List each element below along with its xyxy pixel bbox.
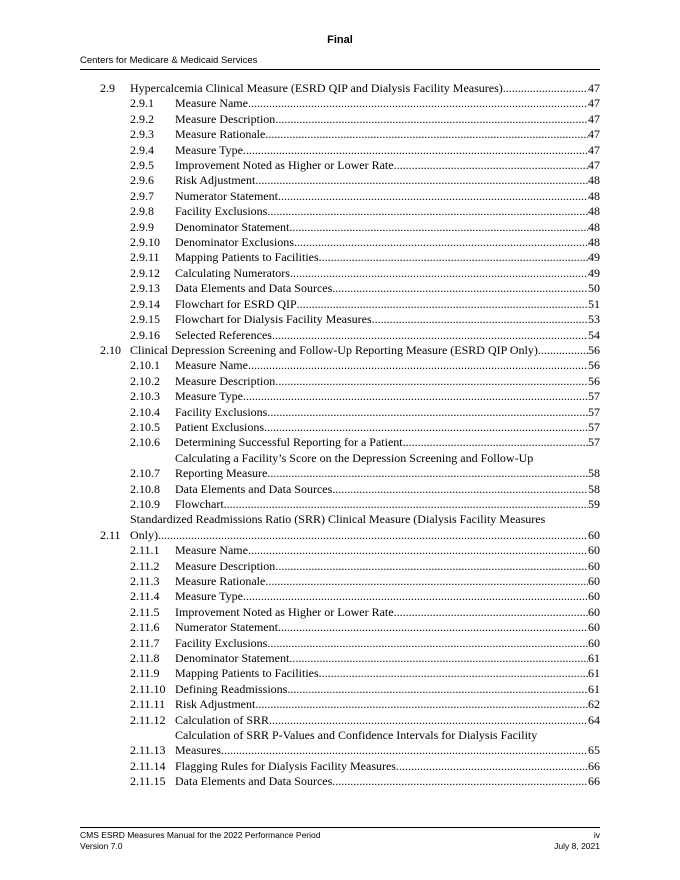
toc-entry-page: 54	[588, 327, 600, 342]
toc-entry-title: Numerator Statement	[175, 620, 278, 635]
toc-entry-number: 2.11.13	[130, 743, 166, 758]
toc-subsection-entry[interactable]	[100, 605, 600, 620]
toc-entry-title: Standardized Readmissions Ratio (SRR) Clinical Measure (Dialysis Facility Measures	[130, 512, 546, 527]
toc-subsection-entry[interactable]	[100, 620, 600, 635]
toc-entry-page: 61	[588, 681, 600, 696]
dot-leader	[319, 666, 588, 681]
toc-entry-title: Data Elements and Data Sources	[175, 281, 333, 296]
toc-subsection-entry[interactable]	[100, 697, 600, 712]
toc-entry-page: 60	[588, 574, 600, 588]
dot-leader	[255, 697, 588, 712]
toc-entry-page: 61	[588, 666, 600, 681]
toc-entry-title: Calculating a Facility’s Score on the Depression Screening and Follow-Up	[175, 450, 534, 465]
toc-subsection-entry[interactable]	[100, 189, 600, 204]
toc-entry-title: Measure Description	[175, 558, 276, 573]
toc-entry-number: 2.11.12	[130, 712, 166, 727]
dot-leader	[294, 235, 588, 250]
toc-entry-page: 49	[588, 265, 600, 280]
toc-entry-page: 57	[588, 435, 600, 450]
toc-entry-title: Measure Name	[175, 96, 248, 111]
toc-subsection-entry[interactable]	[100, 235, 600, 250]
dot-leader	[243, 589, 588, 604]
toc-subsection-entry[interactable]	[100, 589, 600, 604]
toc-entry-title: Clinical Depression Screening and Follow-Up Reporting Measure (ESRD QIP Only)	[130, 342, 538, 357]
toc-entry-title: Mapping Patients to Facilities	[175, 666, 319, 681]
toc-subsection-entry[interactable]	[100, 328, 600, 343]
dot-leader	[248, 543, 588, 558]
toc-entry-number: 2.11.15	[130, 774, 166, 789]
toc-subsection-entry[interactable]	[100, 112, 600, 127]
toc-entry-number: 2.11	[100, 527, 121, 542]
toc-entry-number: 2.10.6	[130, 435, 160, 450]
toc-subsection-entry[interactable]	[100, 420, 600, 435]
toc-entry-number: 2.10.2	[130, 373, 160, 388]
toc-entry-number: 2.11.7	[130, 635, 160, 650]
toc-entry-title-continued: Only)	[130, 527, 158, 542]
dot-leader	[289, 651, 588, 666]
toc-entry-page: 47	[588, 81, 600, 95]
toc-entry-number: 2.10.5	[130, 419, 160, 434]
toc-entry-number: 2.11.11	[130, 697, 166, 712]
dot-leader	[319, 250, 588, 265]
toc-entry-number: 2.9.9	[130, 219, 154, 234]
dot-leader	[243, 143, 588, 158]
toc-entry-page: 47	[588, 127, 600, 142]
toc-entry-title: Numerator Statement	[175, 188, 278, 203]
toc-subsection-entry[interactable]	[100, 173, 600, 188]
toc-entry-title-continued: Reporting Measure	[175, 466, 268, 481]
toc-subsection-entry[interactable]	[100, 220, 600, 235]
footer-date: July 8, 2021	[554, 841, 600, 851]
toc-entry-number: 2.9.15	[130, 312, 160, 327]
dot-leader	[394, 605, 588, 620]
toc-subsection-entry[interactable]	[100, 96, 600, 111]
toc-subsection-entry[interactable]	[100, 312, 600, 327]
toc-entry-page: 48	[588, 188, 600, 203]
toc-subsection-entry[interactable]	[100, 651, 600, 666]
toc-entry-number: 2.9.2	[130, 111, 154, 126]
toc-entry-number: 2.10.1	[130, 358, 160, 373]
toc-entry-page: 50	[588, 281, 600, 296]
dot-leader	[538, 343, 588, 358]
toc-entry-number: 2.10	[100, 342, 121, 357]
dot-leader	[269, 713, 588, 728]
toc-entry-number: 2.11.10	[130, 681, 166, 696]
toc-section-entry[interactable]	[100, 512, 600, 543]
toc-entry-page: 48	[588, 219, 600, 234]
toc-entry-number: 2.10.8	[130, 481, 160, 496]
toc-entry-title: Measure Rationale	[175, 127, 266, 142]
dot-leader	[275, 374, 588, 389]
toc-subsection-entry[interactable]	[100, 250, 600, 265]
footer-version: Version 7.0	[80, 841, 123, 851]
toc-entry-number: 2.9.3	[130, 127, 154, 142]
toc-subsection-entry[interactable]	[100, 636, 600, 651]
toc-entry-page: 47	[588, 111, 600, 126]
toc-entry-number: 2.11.5	[130, 604, 160, 619]
toc-entry-page: 60	[588, 589, 600, 604]
toc-subsection-entry[interactable]	[100, 374, 600, 389]
toc-entry-number: 2.9.10	[130, 235, 160, 250]
dot-leader	[255, 173, 588, 188]
page-header-org: Centers for Medicare & Medicaid Services	[80, 55, 258, 66]
toc-entry-page: 60	[588, 604, 600, 619]
toc-subsection-entry[interactable]	[100, 389, 600, 404]
toc-entry-page: 60	[588, 620, 600, 635]
toc-subsection-entry[interactable]	[100, 451, 600, 482]
toc-entry-title: Measure Type	[175, 589, 243, 604]
footer-divider	[80, 827, 600, 828]
toc-entry-number: 2.9.4	[130, 142, 154, 157]
toc-entry-page: 57	[588, 419, 600, 434]
toc-entry-title: Denominator Exclusions	[175, 235, 294, 250]
toc-entry-page: 48	[588, 204, 600, 219]
toc-entry-number: 2.9.12	[130, 265, 160, 280]
footer-page-number: iv	[593, 830, 600, 840]
toc-subsection-entry[interactable]	[100, 281, 600, 296]
toc-entry-page: 53	[588, 312, 600, 327]
toc-entry-title: Flowchart for ESRD QIP	[175, 296, 297, 311]
toc-subsection-entry[interactable]	[100, 435, 600, 450]
toc-section-entry[interactable]	[100, 343, 600, 358]
toc-subsection-entry[interactable]	[100, 266, 600, 281]
dot-leader	[265, 127, 588, 142]
header-divider	[80, 69, 600, 70]
toc-entry-title: Selected References	[175, 327, 272, 342]
toc-entry-title: Calculating Numerators	[175, 265, 290, 280]
dot-leader	[287, 682, 588, 697]
toc-entry-page: 48	[588, 235, 600, 250]
toc-entry-number: 2.11.4	[130, 589, 160, 604]
toc-entry-page: 60	[588, 635, 600, 650]
dot-leader	[248, 96, 588, 111]
toc-subsection-entry[interactable]	[100, 358, 600, 373]
table-of-contents	[100, 81, 600, 790]
dot-leader	[267, 405, 588, 420]
toc-entry-page: 56	[588, 373, 600, 388]
toc-entry-page: 59	[588, 496, 600, 511]
dot-leader	[297, 297, 588, 312]
toc-entry-title: Flowchart for Dialysis Facility Measures	[175, 312, 372, 327]
dot-leader	[265, 574, 588, 589]
toc-entry-title: Data Elements and Data Sources	[175, 481, 333, 496]
dot-leader	[372, 312, 588, 327]
toc-entry-title: Measure Rationale	[175, 574, 266, 588]
footer-doc-title: CMS ESRD Measures Manual for the 2022 Performance Period	[80, 830, 321, 840]
toc-entry-number: 2.9	[100, 81, 115, 95]
toc-entry-number: 2.9.8	[130, 204, 154, 219]
toc-entry-page: 61	[588, 651, 600, 666]
toc-entry-title: Measure Description	[175, 111, 276, 126]
toc-entry-title: Mapping Patients to Facilities	[175, 250, 319, 265]
toc-entry-number: 2.11.6	[130, 620, 160, 635]
toc-entry-page: 57	[588, 389, 600, 404]
toc-entry-number: 2.11.14	[130, 758, 166, 773]
dot-leader	[403, 435, 588, 450]
toc-entry-page: 47	[588, 142, 600, 157]
dot-leader	[221, 743, 588, 758]
toc-entry-number: 2.10.3	[130, 389, 160, 404]
toc-entry-page: 66	[588, 774, 600, 789]
toc-entry-title: Improvement Noted as Higher or Lower Rate	[175, 158, 394, 173]
toc-entry-title: Denominator Statement	[175, 651, 290, 666]
toc-entry-number: 2.9.13	[130, 281, 160, 296]
toc-entry-page: 56	[588, 342, 600, 357]
dot-leader	[332, 774, 588, 789]
dot-leader	[158, 528, 588, 543]
toc-entry-page: 66	[588, 758, 600, 773]
dot-leader	[264, 420, 588, 435]
toc-entry-page: 64	[588, 712, 600, 727]
toc-subsection-entry[interactable]	[100, 574, 600, 589]
toc-subsection-entry[interactable]	[100, 666, 600, 681]
toc-subsection-entry[interactable]	[100, 774, 600, 789]
toc-entry-number: 2.11.9	[130, 666, 160, 681]
dot-leader	[289, 220, 588, 235]
toc-entry-page: 58	[588, 481, 600, 496]
page-header-title: Final	[327, 34, 353, 46]
toc-entry-title: Flagging Rules for Dialysis Facility Measures	[175, 758, 396, 773]
dot-leader	[275, 112, 588, 127]
toc-subsection-entry[interactable]	[100, 543, 600, 558]
toc-entry-title: Defining Readmissions	[175, 681, 288, 696]
toc-entry-number: 2.9.14	[130, 296, 160, 311]
dot-leader	[503, 81, 588, 96]
toc-entry-title: Data Elements and Data Sources	[175, 774, 333, 789]
toc-entry-page: 58	[588, 466, 600, 481]
dot-leader	[248, 358, 588, 373]
toc-entry-page: 48	[588, 173, 600, 188]
toc-subsection-entry[interactable]	[100, 759, 600, 774]
toc-entry-title: Determining Successful Reporting for a Patient	[175, 435, 403, 450]
toc-entry-page: 60	[588, 527, 600, 542]
dot-leader	[272, 328, 588, 343]
toc-entry-number: 2.9.16	[130, 327, 160, 342]
toc-entry-title: Facility Exclusions	[175, 635, 268, 650]
toc-entry-title-continued: Measures	[175, 743, 221, 758]
toc-entry-number: 2.10.7	[130, 466, 160, 481]
toc-entry-title: Risk Adjustment	[175, 173, 256, 188]
toc-entry-title: Calculation of SRR	[175, 712, 269, 727]
toc-entry-title: Improvement Noted as Higher or Lower Rate	[175, 604, 394, 619]
toc-entry-title: Patient Exclusions	[175, 419, 264, 434]
toc-entry-page: 57	[588, 404, 600, 419]
toc-entry-page: 51	[588, 296, 600, 311]
toc-subsection-entry[interactable]	[100, 497, 600, 512]
toc-entry-number: 2.9.11	[130, 250, 160, 265]
dot-leader	[243, 389, 588, 404]
toc-subsection-entry[interactable]	[100, 728, 600, 759]
toc-entry-number: 2.11.8	[130, 651, 160, 666]
dot-leader	[224, 497, 588, 512]
toc-entry-title: Calculation of SRR P-Values and Confidence Intervals for Dialysis Facility	[175, 728, 538, 743]
toc-subsection-entry[interactable]	[100, 204, 600, 219]
dot-leader	[290, 266, 588, 281]
toc-entry-number: 2.9.6	[130, 173, 154, 188]
toc-subsection-entry[interactable]	[100, 559, 600, 574]
dot-leader	[278, 620, 588, 635]
toc-entry-page: 60	[588, 558, 600, 573]
dot-leader	[396, 759, 588, 774]
toc-entry-number: 2.11.3	[130, 574, 160, 588]
dot-leader	[394, 158, 588, 173]
toc-entry-number: 2.9.7	[130, 188, 154, 203]
dot-leader	[275, 559, 588, 574]
toc-entry-number: 2.10.9	[130, 496, 160, 511]
dot-leader	[332, 482, 588, 497]
toc-entry-page: 60	[588, 543, 600, 558]
dot-leader	[332, 281, 588, 296]
toc-entry-number: 2.10.4	[130, 404, 160, 419]
toc-subsection-entry[interactable]	[100, 405, 600, 420]
toc-subsection-entry[interactable]	[100, 482, 600, 497]
toc-subsection-entry[interactable]	[100, 158, 600, 173]
toc-subsection-entry[interactable]	[100, 297, 600, 312]
toc-entry-number: 2.9.1	[130, 96, 154, 111]
toc-section-entry[interactable]	[100, 81, 600, 96]
dot-leader	[278, 189, 588, 204]
toc-entry-title: Measure Name	[175, 543, 248, 558]
toc-entry-title: Facility Exclusions	[175, 204, 268, 219]
toc-entry-number: 2.9.5	[130, 158, 154, 173]
toc-entry-title: Facility Exclusions	[175, 404, 268, 419]
toc-entry-page: 56	[588, 358, 600, 373]
toc-subsection-entry[interactable]	[100, 127, 600, 142]
toc-entry-title: Measure Type	[175, 389, 243, 404]
dot-leader	[267, 204, 588, 219]
toc-entry-title: Denominator Statement	[175, 219, 290, 234]
toc-subsection-entry[interactable]	[100, 713, 600, 728]
toc-entry-title: Measure Type	[175, 142, 243, 157]
dot-leader	[267, 466, 588, 481]
toc-entry-title: Hypercalcemia Clinical Measure (ESRD QIP and Dialysis Facility Measures)	[130, 81, 503, 95]
toc-entry-page: 62	[588, 697, 600, 712]
toc-entry-title: Measure Name	[175, 358, 248, 373]
toc-subsection-entry[interactable]	[100, 143, 600, 158]
toc-entry-number: 2.11.2	[130, 558, 160, 573]
toc-entry-title: Risk Adjustment	[175, 697, 256, 712]
toc-subsection-entry[interactable]	[100, 682, 600, 697]
toc-entry-title: Flowchart	[175, 496, 224, 511]
toc-entry-page: 65	[588, 743, 600, 758]
toc-entry-page: 47	[588, 158, 600, 173]
toc-entry-page: 49	[588, 250, 600, 265]
toc-entry-page: 47	[588, 96, 600, 111]
toc-entry-title: Measure Description	[175, 373, 276, 388]
dot-leader	[267, 636, 588, 651]
toc-entry-number: 2.11.1	[130, 543, 160, 558]
